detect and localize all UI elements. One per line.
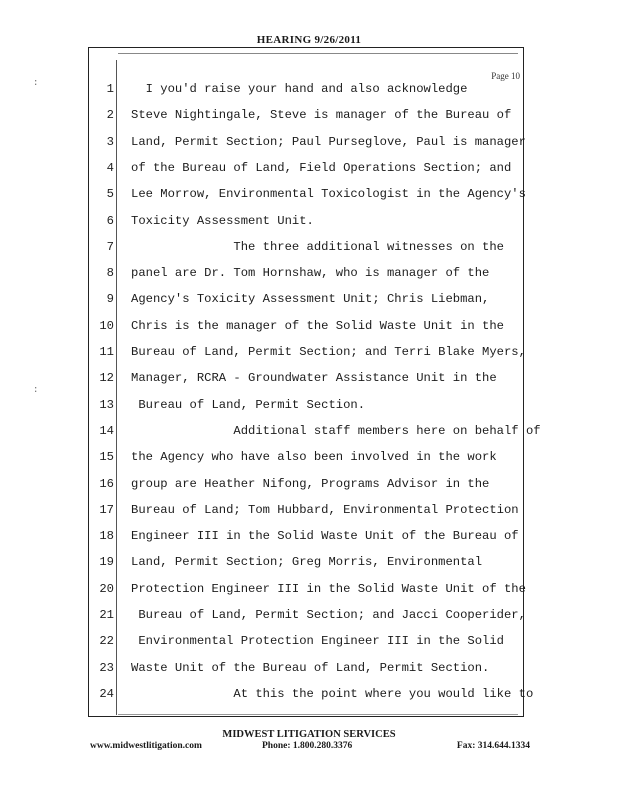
transcript-line xyxy=(0,422,618,440)
margin-mark: : xyxy=(33,78,39,88)
line-number: 23 xyxy=(99,660,114,675)
line-text: Toxicity Assessment Unit. xyxy=(131,213,314,228)
line-text: Bureau of Land, Permit Section. xyxy=(131,397,366,412)
transcript-line xyxy=(0,343,618,361)
line-text: Additional staff members here on behalf of xyxy=(131,423,541,438)
line-text: Waste Unit of the Bureau of Land, Permit Section. xyxy=(131,660,490,675)
line-text: Lee Morrow, Environmental Toxicologist in the Agency's xyxy=(131,187,526,202)
line-text: Protection Engineer III in the Solid Waste Unit of the xyxy=(131,581,526,596)
line-number: 16 xyxy=(99,476,114,491)
line-number: 6 xyxy=(106,213,114,228)
line-text: the Agency who have also been involved in the work xyxy=(131,450,497,465)
transcript-line xyxy=(0,606,618,624)
line-text: At this the point where you would like to xyxy=(131,686,534,701)
line-number: 11 xyxy=(99,345,114,359)
line-number: 10 xyxy=(99,318,114,333)
transcript-line xyxy=(0,185,618,203)
line-text: The three additional witnesses on the xyxy=(131,239,504,254)
line-text: Environmental Protection Engineer III in the Solid xyxy=(131,634,504,649)
transcript-line xyxy=(0,106,618,124)
transcript-line xyxy=(0,212,618,230)
transcript-line xyxy=(0,685,618,703)
transcript-line xyxy=(0,238,618,256)
line-number: 1 xyxy=(106,82,114,96)
line-number: 12 xyxy=(99,371,114,386)
line-text: Steve Nightingale, Steve is manager of the Bureau of xyxy=(131,108,512,123)
transcript-line xyxy=(0,475,618,493)
line-number: 18 xyxy=(99,529,114,544)
transcript-line xyxy=(0,527,618,545)
line-number: 13 xyxy=(99,397,114,412)
transcript-line xyxy=(0,290,618,308)
line-text: of the Bureau of Land, Field Operations Section; and xyxy=(131,160,512,175)
transcript-line xyxy=(0,159,618,177)
line-text: Bureau of Land, Permit Section; and Jacci Cooperider, xyxy=(131,608,526,622)
line-number: 15 xyxy=(99,450,114,465)
line-number: 5 xyxy=(106,187,114,202)
line-text: Chris is the manager of the Solid Waste Unit in the xyxy=(131,318,504,333)
line-number: 7 xyxy=(106,239,114,254)
transcript-line xyxy=(0,369,618,387)
line-text: Bureau of Land, Permit Section; and Terri Blake Myers, xyxy=(131,345,526,359)
transcript-line xyxy=(0,133,618,151)
footer-contact-row xyxy=(0,741,618,755)
line-number: 2 xyxy=(106,108,114,123)
margin-mark: : xyxy=(33,385,39,395)
line-text: Engineer III in the Solid Waste Unit of the Bureau of xyxy=(131,529,519,544)
bottom-rule xyxy=(118,714,518,715)
line-number: 20 xyxy=(99,581,114,596)
line-text: Land, Permit Section; Greg Morris, Environmental xyxy=(131,555,483,570)
transcript-line xyxy=(0,448,618,466)
line-text: Manager, RCRA - Groundwater Assistance Unit in the xyxy=(131,371,497,386)
footer-company: MIDWEST LITIGATION SERVICES xyxy=(222,729,396,740)
line-number: 3 xyxy=(106,134,114,149)
footer-website: www.midwestlitigation.com xyxy=(90,741,202,751)
transcript-line xyxy=(0,80,618,98)
transcript-line xyxy=(0,264,618,282)
line-number: 19 xyxy=(99,555,114,570)
line-text: I you'd raise your hand and also acknowledge xyxy=(131,82,468,96)
line-number: 9 xyxy=(106,292,114,307)
transcript-line xyxy=(0,659,618,677)
transcript-line xyxy=(0,632,618,650)
line-number: 22 xyxy=(99,634,114,649)
transcript-line xyxy=(0,501,618,519)
transcript-line xyxy=(0,317,618,335)
transcript-line xyxy=(0,553,618,571)
line-text: Bureau of Land; Tom Hubbard, Environmental Protection xyxy=(131,502,519,517)
line-number: 17 xyxy=(99,502,114,517)
transcript-line xyxy=(0,580,618,598)
line-text: group are Heather Nifong, Programs Advisor in the xyxy=(131,476,490,491)
line-number: 8 xyxy=(106,266,114,281)
transcript-line xyxy=(0,396,618,414)
line-number: 14 xyxy=(99,423,114,438)
header-title: HEARING 9/26/2011 xyxy=(256,34,362,46)
line-text: Agency's Toxicity Assessment Unit; Chris Liebman, xyxy=(131,292,490,307)
line-number: 21 xyxy=(99,608,114,622)
line-number: 4 xyxy=(106,160,114,175)
footer-phone: Phone: 1.800.280.3376 xyxy=(262,741,353,751)
footer-fax: Fax: 314.644.1334 xyxy=(456,741,530,751)
line-number: 24 xyxy=(99,686,114,701)
line-text: panel are Dr. Tom Hornshaw, who is manager of the xyxy=(131,266,490,281)
line-text: Land, Permit Section; Paul Purseglove, Paul is manager xyxy=(131,134,526,149)
page-number: Page 10 xyxy=(491,71,520,81)
